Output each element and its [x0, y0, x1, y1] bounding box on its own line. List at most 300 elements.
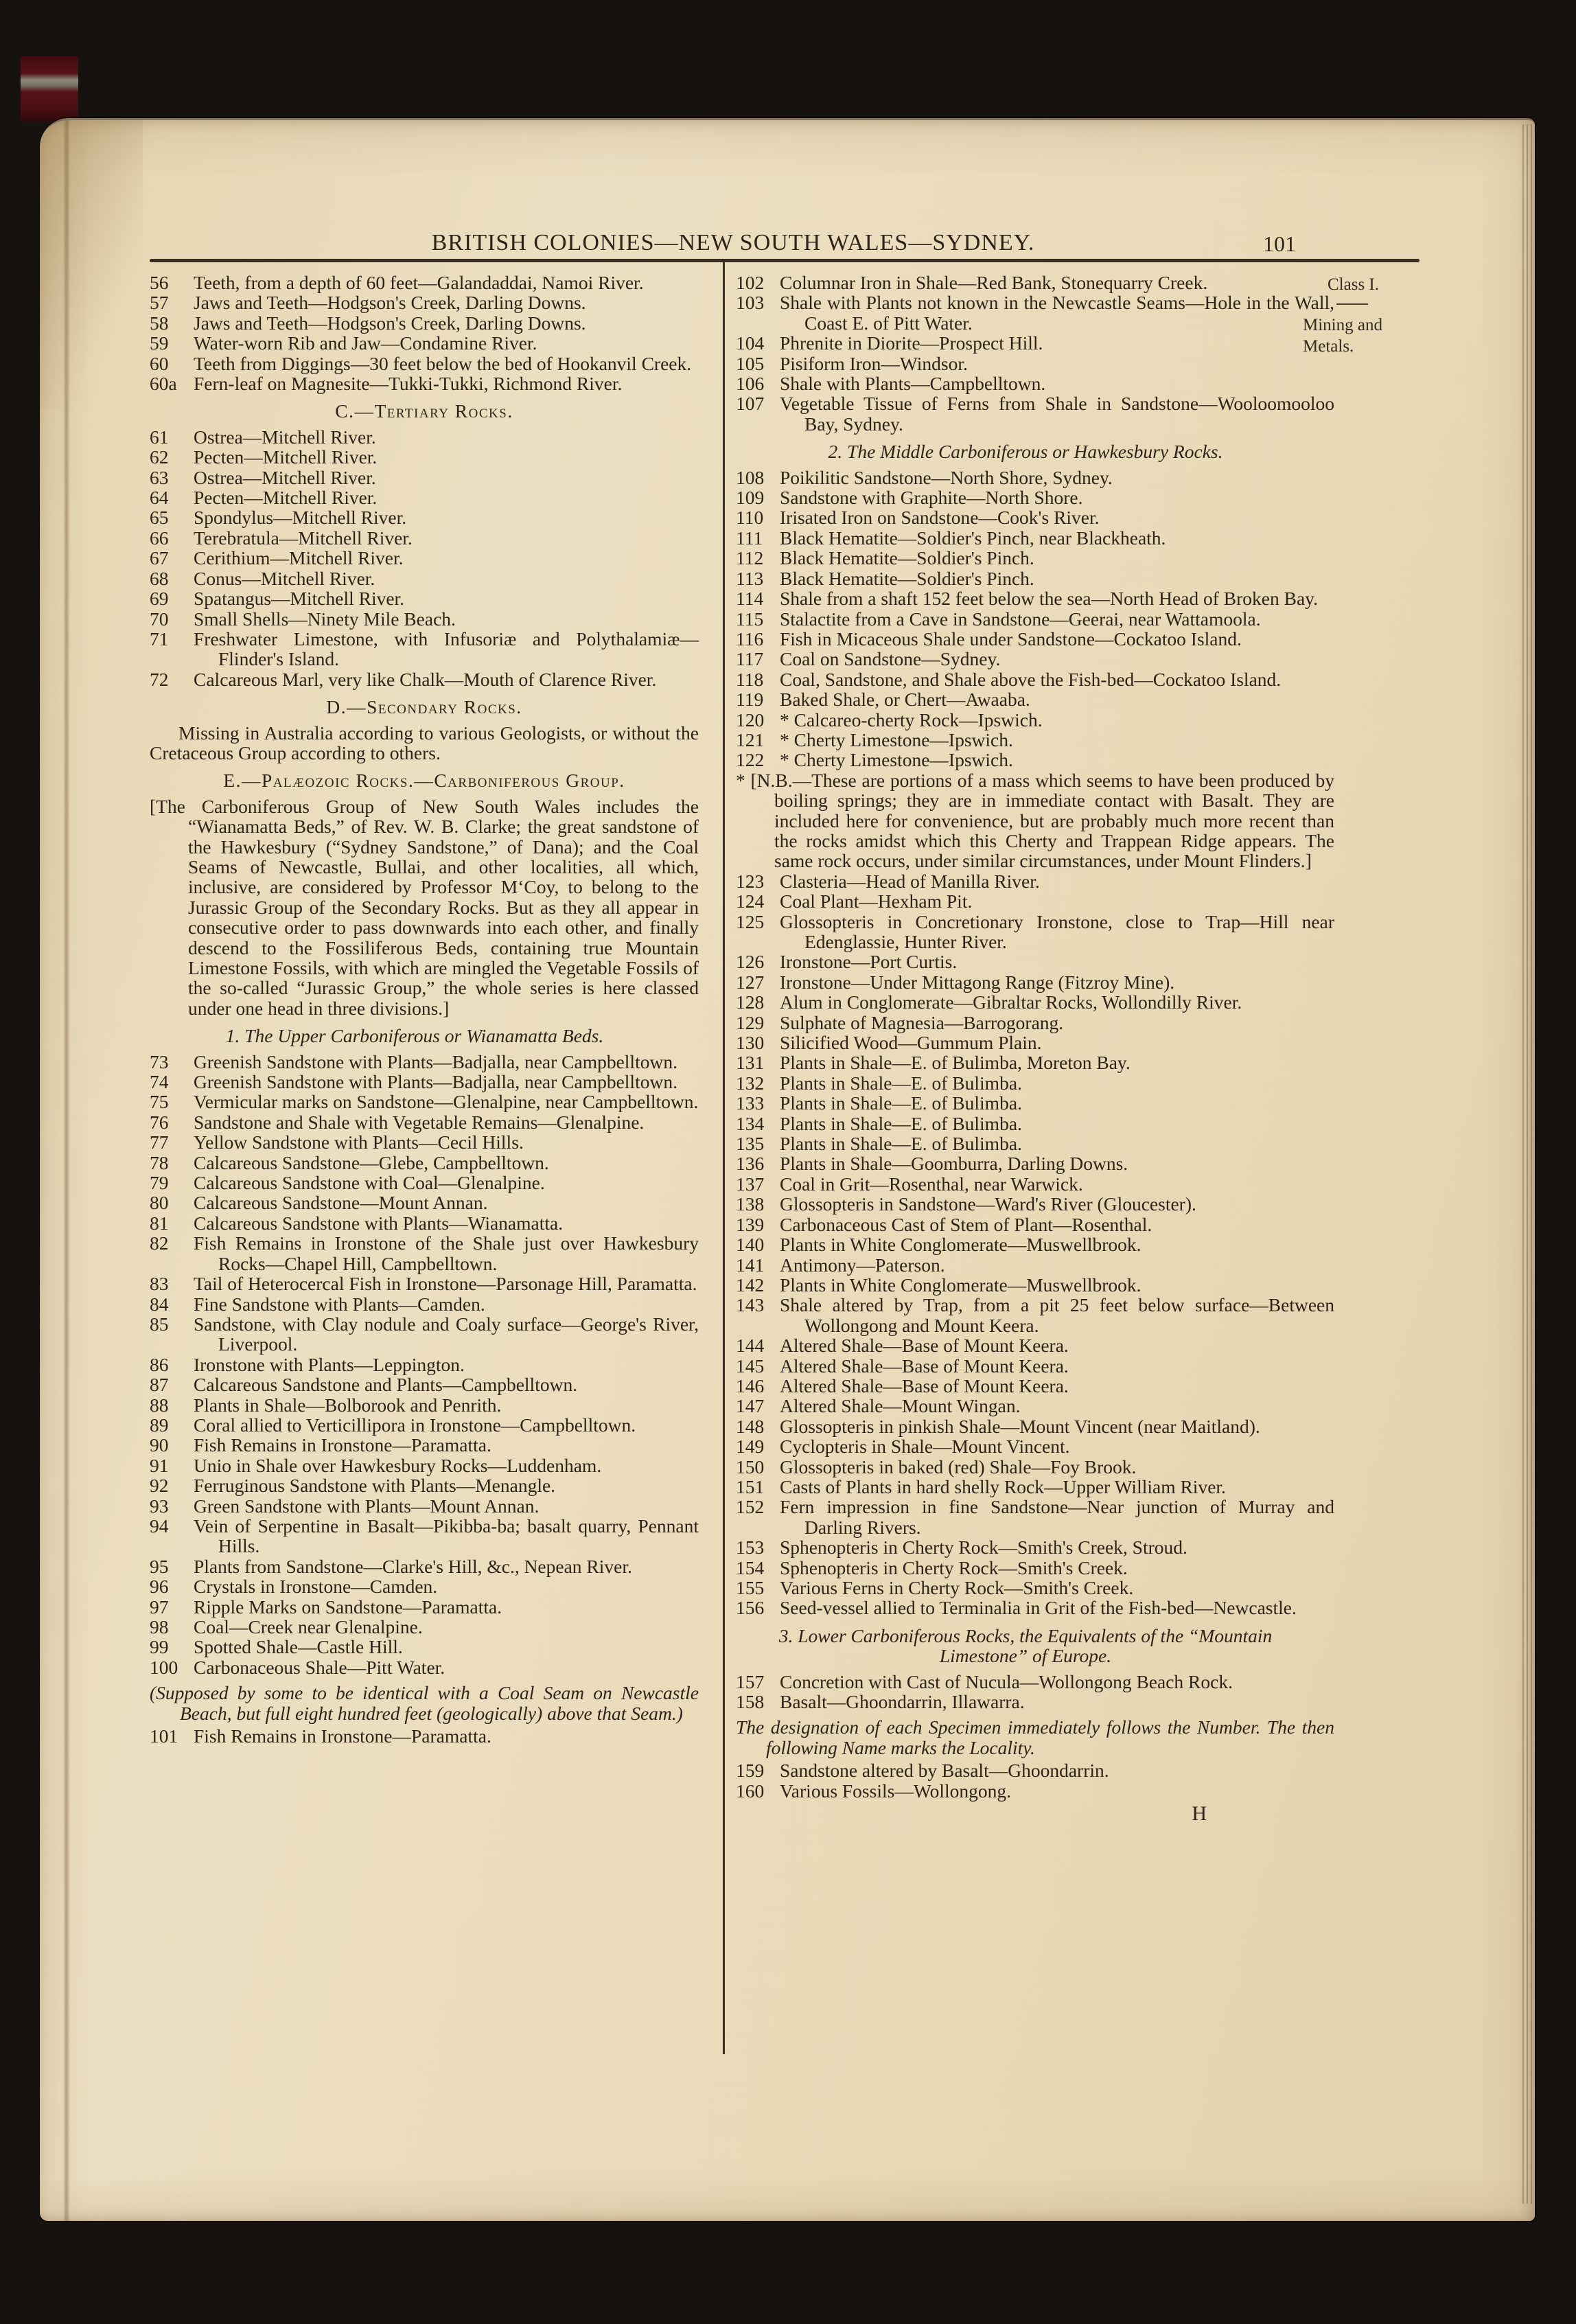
- specimen-entry: [736, 1396, 1334, 1416]
- specimen-number: 100: [150, 1656, 178, 1678]
- specimen-text: Plants in Shale—E. of Bulimba, Moreton Bay.: [780, 1052, 1131, 1074]
- specimen-number: 120: [736, 709, 765, 730]
- specimen-number: 119: [736, 689, 764, 711]
- specimen-text: Fish Remains in Ironstone—Paramatta.: [194, 1434, 491, 1456]
- specimen-number: 126: [736, 951, 765, 973]
- specimen-number: 96: [150, 1576, 169, 1598]
- specimen-number: 74: [150, 1071, 169, 1093]
- specimen-entry: [736, 1416, 1334, 1436]
- specimen-text: Irisated Iron on Sandstone—Cook's River.: [780, 507, 1100, 529]
- specimen-entry: [736, 649, 1334, 669]
- specimen-entry: [150, 1193, 699, 1212]
- specimen-number: 122: [736, 749, 765, 771]
- specimen-text: Fish Remains in Ironstone of the Shale just over Hawkesbury Rocks—Chapel Hill, Campbelltown.: [194, 1232, 699, 1274]
- specimen-text: Spondylus—Mitchell River.: [194, 507, 407, 529]
- specimen-number: 133: [736, 1092, 765, 1114]
- header-rule: [150, 259, 1419, 262]
- specimen-text: Plants in White Conglomerate—Muswellbrook.: [780, 1274, 1142, 1296]
- specimen-entry: [736, 1255, 1334, 1275]
- division-heading: 2. The Middle Carboniferous or Hawkesbury Rocks.: [828, 441, 1223, 463]
- specimen-text: Ostrea—Mitchell River.: [194, 466, 376, 488]
- specimen-entry: [150, 588, 699, 608]
- specimen-text: Shale with Plants not known in the Newcastle Seams—Hole in the Wall, Coast E. of Pitt Water.: [780, 292, 1334, 334]
- specimen-entry: [736, 1457, 1334, 1477]
- specimen-number: 107: [736, 393, 765, 415]
- specimen-text: Jaws and Teeth—Hodgson's Creek, Darling Downs.: [194, 312, 586, 334]
- specimen-number: 153: [736, 1537, 765, 1558]
- specimen-number: 99: [150, 1636, 169, 1658]
- specimen-text: Clasteria—Head of Manilla River.: [780, 870, 1040, 892]
- specimen-text: Fish Remains in Ironstone—Paramatta.: [194, 1725, 491, 1747]
- specimen-entry: [736, 1598, 1334, 1618]
- specimen-number: 80: [150, 1192, 169, 1214]
- specimen-text: Vermicular marks on Sandstone—Glenalpine, near Campbelltown.: [194, 1091, 699, 1113]
- specimen-number: 70: [150, 608, 169, 630]
- specimen-text: Tail of Heterocercal Fish in Ironstone—Parsonage Hill, Paramatta.: [194, 1273, 697, 1295]
- specimen-entry: [150, 313, 699, 333]
- specimen-text: Alum in Conglomerate—Gibraltar Rocks, Wollondilly River.: [780, 991, 1242, 1013]
- specimen-text: Plants in Shale—Bolborook and Penrith.: [194, 1394, 502, 1416]
- specimen-text: Sandstone and Shale with Vegetable Remains—Glenalpine.: [194, 1111, 645, 1133]
- specimen-text: Coal—Creek near Glenalpine.: [194, 1616, 423, 1637]
- specimen-number: 67: [150, 547, 169, 569]
- specimen-entry: [736, 1215, 1334, 1234]
- specimen-text: Sandstone with Graphite—North Shore.: [780, 487, 1083, 509]
- specimen-text: Phrenite in Diorite—Prospect Hill.: [780, 332, 1043, 354]
- specimen-text: Plants in Shale—E. of Bulimba.: [780, 1133, 1022, 1155]
- specimen-entry: [736, 1073, 1334, 1093]
- specimen-entry: [736, 568, 1334, 588]
- specimen-number: 75: [150, 1091, 169, 1113]
- specimen-text: Spotted Shale—Castle Hill.: [194, 1636, 403, 1658]
- specimen-number: 136: [736, 1153, 765, 1175]
- specimen-text: Calcareous Sandstone with Plants—Wianamatta.: [194, 1212, 564, 1234]
- specimen-number: 110: [736, 507, 764, 529]
- specimen-number: 131: [736, 1052, 765, 1074]
- specimen-entry: [736, 1781, 1334, 1801]
- specimen-text: Ripple Marks on Sandstone—Paramatta.: [194, 1596, 502, 1618]
- specimen-text: Plants in Shale—Goomburra, Darling Downs.: [780, 1153, 1128, 1175]
- specimen-text: * Calcareo-cherty Rock—Ipswich.: [780, 709, 1043, 730]
- specimen-entry: [150, 1395, 699, 1415]
- specimen-text: Coral allied to Verticillipora in Ironstone—Campbelltown.: [194, 1414, 636, 1436]
- division-heading: 3. Lower Carboniferous Rocks, the Equivalents of the “Mountain Limestone” of Europe.: [778, 1624, 1273, 1667]
- specimen-number: 146: [736, 1374, 765, 1396]
- italic-note: The designation of each Specimen immediately follows the Number. The then following Name marks the Locality.: [736, 1716, 1334, 1758]
- specimen-number: 108: [736, 466, 765, 488]
- specimen-text: Fern impression in fine Sandstone—Near junction of Murray and Darling Rivers.: [780, 1496, 1334, 1538]
- specimen-number: 87: [150, 1374, 169, 1396]
- specimen-text: * Cherty Limestone—Ipswich.: [780, 749, 1013, 771]
- specimen-entry: [150, 1435, 699, 1455]
- specimen-text: Fine Sandstone with Plants—Camden.: [194, 1293, 485, 1315]
- specimen-entry: [150, 292, 699, 312]
- specimen-number: 121: [736, 728, 765, 750]
- specimen-text: Plants in Shale—E. of Bulimba.: [780, 1072, 1022, 1094]
- specimen-number: 116: [736, 628, 764, 649]
- specimen-number: 61: [150, 426, 169, 448]
- specimen-text: Carbonaceous Shale—Pitt Water.: [194, 1656, 445, 1678]
- specimen-text: Jaws and Teeth—Hodgson's Creek, Darling Downs.: [194, 292, 586, 314]
- specimen-number: 150: [736, 1456, 765, 1477]
- specimen-entry: [736, 710, 1334, 730]
- specimen-number: 62: [150, 446, 169, 468]
- signature-mark: H: [1192, 1802, 1207, 1826]
- specimen-entry: [736, 1234, 1334, 1254]
- specimen-number: 60: [150, 352, 169, 374]
- specimen-entry: [736, 548, 1334, 568]
- specimen-number: 79: [150, 1172, 169, 1194]
- specimen-number: 109: [736, 487, 765, 509]
- specimen-entry: [736, 528, 1334, 548]
- specimen-number: 88: [150, 1394, 169, 1416]
- specimen-number: 157: [736, 1670, 765, 1692]
- specimen-number: 112: [736, 547, 764, 569]
- specimen-entry: [150, 373, 699, 393]
- specimen-number: 132: [736, 1072, 765, 1094]
- class-label: Class I.: [1328, 275, 1379, 294]
- specimen-entry: [150, 1072, 699, 1092]
- specimen-entry: [736, 507, 1334, 527]
- specimen-entry: [150, 1415, 699, 1435]
- specimen-entry: [736, 1194, 1334, 1214]
- specimen-number: 128: [736, 991, 765, 1013]
- specimen-entry: [150, 1153, 699, 1173]
- specimen-text: Sulphate of Magnesia—Barrogorang.: [780, 1011, 1064, 1033]
- specimen-number: 103: [736, 292, 765, 314]
- specimen-number: 91: [150, 1454, 169, 1476]
- specimen-entry: [150, 1314, 699, 1355]
- specimen-number: 130: [736, 1032, 765, 1054]
- specimen-text: Stalactite from a Cave in Sandstone—Geerai, near Wattamoola.: [780, 608, 1261, 630]
- specimen-number: 76: [150, 1111, 169, 1133]
- specimen-entry: [150, 1173, 699, 1193]
- specimen-entry: [736, 891, 1334, 911]
- specimen-number: 115: [736, 608, 764, 630]
- specimen-text: Sandstone, with Clay nodule and Coaly surface—George's River, Liverpool.: [194, 1313, 699, 1355]
- specimen-number: 93: [150, 1495, 169, 1517]
- specimen-entry: [736, 1174, 1334, 1194]
- specimen-text: Pisiform Iron—Windsor.: [780, 352, 968, 374]
- specimen-text: Coal, Sandstone, and Shale above the Fish-bed—Cockatoo Island.: [780, 668, 1282, 690]
- specimen-text: Glossopteris in Sandstone—Ward's River (Gloucester).: [780, 1193, 1196, 1215]
- specimen-text: Glossopteris in baked (red) Shale—Foy Brook.: [780, 1456, 1137, 1477]
- specimen-entry: [736, 629, 1334, 649]
- specimen-text: Casts of Plants in hard shelly Rock—Upper William River.: [780, 1475, 1226, 1497]
- specimen-entry: [736, 1153, 1334, 1173]
- specimen-number: 97: [150, 1596, 169, 1618]
- specimen-text: Shale with Plants—Campbelltown.: [780, 373, 1046, 395]
- column-divider: [723, 261, 725, 2054]
- division-heading: 1. The Upper Carboniferous or Wianamatta Beds.: [225, 1025, 604, 1047]
- specimen-entry: [736, 273, 1334, 292]
- specimen-number: 151: [736, 1475, 765, 1497]
- specimen-number: 57: [150, 292, 169, 314]
- specimen-entry: [150, 1597, 699, 1617]
- margin-note: [1303, 274, 1468, 357]
- specimen-entry: [736, 1275, 1334, 1295]
- specimen-text: Conus—Mitchell River.: [194, 567, 375, 589]
- specimen-number: 69: [150, 588, 169, 610]
- specimen-entry: [736, 1477, 1334, 1497]
- specimen-entry: [736, 1760, 1334, 1780]
- specimen-text: * Cherty Limestone—Ipswich.: [780, 728, 1013, 750]
- specimen-number: 104: [736, 332, 765, 354]
- specimen-text: Greenish Sandstone with Plants—Badjalla, near Campbelltown.: [194, 1050, 677, 1072]
- specimen-text: Ironstone—Port Curtis.: [780, 951, 958, 973]
- specimen-number: 94: [150, 1515, 169, 1537]
- specimen-entry: [150, 1617, 699, 1637]
- specimen-number: 137: [736, 1173, 765, 1195]
- specimen-entry: [150, 468, 699, 487]
- italic-note: (Supposed by some to be identical with a Coal Seam on Newcastle Beach, but full eight hundred feet (geologically) above that Seam.): [150, 1682, 699, 1724]
- specimen-entry: [150, 1637, 699, 1657]
- specimen-number: 82: [150, 1232, 169, 1254]
- specimen-number: 135: [736, 1133, 765, 1155]
- right-column: [736, 272, 1334, 1826]
- specimen-entry: [150, 1516, 699, 1556]
- specimen-text: Fern-leaf on Magnesite—Tukki-Tukki, Richmond River.: [194, 373, 623, 395]
- specimen-text: Concretion with Cast of Nucula—Wollongong Beach Rock.: [780, 1670, 1233, 1692]
- specimen-entry: [150, 1657, 699, 1677]
- specimen-number: 145: [736, 1355, 765, 1377]
- specimen-entry: [150, 1213, 699, 1233]
- specimen-number: 148: [736, 1415, 765, 1437]
- specimen-text: Basalt—Ghoondarrin, Illawarra.: [780, 1691, 1025, 1713]
- specimen-number: 83: [150, 1273, 169, 1295]
- specimen-text: Poikilitic Sandstone—North Shore, Sydney.: [780, 466, 1113, 488]
- specimen-entry: [736, 1335, 1334, 1355]
- specimen-number: 144: [736, 1335, 765, 1357]
- specimen-text: Coal on Sandstone—Sydney.: [780, 648, 1001, 670]
- specimen-text: Columnar Iron in Shale—Red Bank, Stonequarry Creek.: [780, 272, 1208, 293]
- specimen-entry: [736, 689, 1334, 709]
- page-corner-curl: [40, 120, 143, 409]
- specimen-text: Ironstone with Plants—Leppington.: [194, 1353, 465, 1375]
- note-paragraph: [The Carboniferous Group of New South Wales includes the “Wianamatta Beds,” of Rev. W. B. Clarke; the great sandstone of the Hawkesbury (“Sydney Sandstone,” of Dana); and the Coal Seams of Newcastle, Bullai, and other localities, all which, inclusive, are considered by Professor M‘Coy, to belong to the Jurassic Group of the Secondary Rocks. But as they all appear in consecutive order to pass downwards into each other, and finally descend to the Fossiliferous Beds, containing true Mountain Limestone Fossils, with which are mingled the Vegetable Fossils of the so-called “Jurassic Group,” the whole series is here classed under one head in three divisions.]: [150, 795, 699, 1019]
- specimen-entry: [150, 1132, 699, 1152]
- specimen-text: Ironstone—Under Mittagong Range (Fitzroy Mine).: [780, 971, 1175, 993]
- specimen-text: Calcareous Sandstone—Mount Annan.: [194, 1192, 488, 1214]
- specimen-text: Coal in Grit—Rosenthal, near Warwick.: [780, 1173, 1083, 1195]
- specimen-number: 117: [736, 648, 764, 670]
- specimen-entry: [736, 354, 1334, 373]
- specimen-entry: [736, 912, 1334, 952]
- specimen-entry: [736, 992, 1334, 1012]
- specimen-number: 59: [150, 332, 169, 354]
- specimen-text: Teeth, from a depth of 60 feet—Galandaddai, Namoi River.: [194, 272, 644, 293]
- book-spine-marbled-edge: [21, 56, 78, 122]
- specimen-entry: [150, 568, 699, 588]
- specimen-number: 129: [736, 1011, 765, 1033]
- specimen-text: Sandstone altered by Basalt—Ghoondarrin.: [780, 1760, 1109, 1782]
- body-paragraph: Missing in Australia according to various Geologists, or without the Cretaceous Group according to others.: [150, 722, 699, 763]
- specimen-entry: [736, 1114, 1334, 1134]
- specimen-entry: [736, 588, 1334, 608]
- specimen-text: Coal Plant—Hexham Pit.: [780, 890, 973, 912]
- specimen-entry: [150, 548, 699, 568]
- specimen-number: 77: [150, 1131, 169, 1153]
- specimen-number: 81: [150, 1212, 169, 1234]
- specimen-text: Calcareous Sandstone and Plants—Campbelltown.: [194, 1374, 578, 1396]
- specimen-entry: [150, 1355, 699, 1374]
- specimen-number: 68: [150, 567, 169, 589]
- specimen-number: 101: [150, 1725, 178, 1747]
- specimen-text: Calcareous Marl, very like Chalk—Mouth of Clarence River.: [194, 668, 657, 690]
- specimen-text: Greenish Sandstone with Plants—Badjalla, near Campbelltown.: [194, 1071, 677, 1093]
- specimen-number: 124: [736, 890, 765, 912]
- specimen-text: Terebratula—Mitchell River.: [194, 527, 413, 549]
- specimen-entry: [736, 609, 1334, 629]
- specimen-entry: [150, 1374, 699, 1394]
- specimen-number: 89: [150, 1414, 169, 1436]
- specimen-entry: [150, 487, 699, 507]
- specimen-text: Altered Shale—Base of Mount Keera.: [780, 1335, 1069, 1357]
- specimen-text: Glossopteris in Concretionary Ironstone, close to Trap—Hill near Edenglassie, Hunter River.: [780, 910, 1334, 952]
- specimen-number: 106: [736, 373, 765, 395]
- specimen-text: Teeth from Diggings—30 feet below the bed of Hookanvil Creek.: [194, 352, 692, 374]
- specimen-number: 114: [736, 588, 764, 610]
- specimen-text: Black Hematite—Soldier's Pinch.: [780, 567, 1034, 589]
- specimen-number: 158: [736, 1691, 765, 1713]
- specimen-text: Antimony—Paterson.: [780, 1254, 945, 1276]
- specimen-text: Carbonaceous Cast of Stem of Plant—Rosenthal.: [780, 1213, 1152, 1235]
- page-number: 101: [1263, 231, 1296, 256]
- specimen-number: 60a: [150, 373, 177, 395]
- specimen-text: Cerithium—Mitchell River.: [194, 547, 404, 569]
- specimen-text: Plants in White Conglomerate—Muswellbrook.: [780, 1234, 1142, 1256]
- specimen-entry: [150, 1475, 699, 1495]
- specimen-entry: [736, 972, 1334, 992]
- specimen-entry: [736, 1376, 1334, 1396]
- specimen-number: 90: [150, 1434, 169, 1456]
- specimen-text: Black Hematite—Soldier's Pinch.: [780, 547, 1034, 569]
- specimen-number: 71: [150, 628, 169, 649]
- specimen-entry: [150, 1576, 699, 1596]
- specimen-text: Black Hematite—Soldier's Pinch, near Blackheath.: [780, 527, 1166, 549]
- specimen-number: 86: [150, 1353, 169, 1375]
- specimen-text: Vegetable Tissue of Ferns from Shale in Sandstone—Wooloomooloo Bay, Sydney.: [780, 393, 1334, 435]
- section-heading: E.—Palæozoic Rocks.—Carboniferous Group.: [223, 770, 625, 792]
- specimen-entry: [736, 1013, 1334, 1033]
- specimen-text: Green Sandstone with Plants—Mount Annan.: [194, 1495, 540, 1517]
- specimen-entry: [736, 1578, 1334, 1598]
- specimen-number: 56: [150, 272, 169, 293]
- specimen-entry: [736, 1672, 1334, 1692]
- specimen-number: 139: [736, 1213, 765, 1235]
- specimen-entry: [150, 1556, 699, 1576]
- specimen-entry: [150, 1112, 699, 1132]
- specimen-text: Spatangus—Mitchell River.: [194, 588, 405, 610]
- specimen-entry: [150, 354, 699, 373]
- specimen-text: Freshwater Limestone, with Infusoriæ and Polythalamiæ—Flinder's Island.: [194, 628, 699, 670]
- specimen-number: 127: [736, 971, 765, 993]
- specimen-text: Fish in Micaceous Shale under Sandstone—Cockatoo Island.: [780, 628, 1242, 649]
- specimen-number: 72: [150, 668, 169, 690]
- specimen-number: 92: [150, 1475, 169, 1497]
- specimen-text: Sphenopteris in Cherty Rock—Smith's Creek, Stroud.: [780, 1537, 1187, 1558]
- specimen-text: Shale from a shaft 152 feet below the sea—North Head of Broken Bay.: [780, 588, 1319, 610]
- specimen-number: 149: [736, 1436, 765, 1458]
- note-paragraph: * [N.B.—These are portions of a mass which seems to have been produced by boiling springs; they are in immediate contact with Basalt. They are included here for convenience, but are probably much more recent than the rocks amidst which this Cherty and Trappean Ridge appears. The same rock occurs, under similar circumstances, under Mount Flinders.]: [736, 769, 1334, 872]
- specimen-entry: [736, 393, 1334, 434]
- specimen-number: 113: [736, 567, 764, 589]
- specimen-number: 141: [736, 1254, 765, 1276]
- specimen-text: Shale altered by Trap, from a pit 25 feet below surface—Between Wollongong and Mount Keera.: [780, 1294, 1334, 1336]
- specimen-entry: [736, 1537, 1334, 1557]
- specimen-number: 155: [736, 1577, 765, 1598]
- specimen-entry: [150, 1496, 699, 1516]
- specimen-entry: [150, 1233, 699, 1274]
- specimen-number: 78: [150, 1151, 169, 1173]
- specimen-number: 95: [150, 1555, 169, 1577]
- specimen-entry: [150, 1726, 699, 1746]
- specimen-number: 64: [150, 487, 169, 509]
- specimen-number: 63: [150, 466, 169, 488]
- specimen-entry: [736, 373, 1334, 393]
- specimen-entry: [150, 447, 699, 467]
- specimen-entry: [736, 1052, 1334, 1072]
- specimen-number: 84: [150, 1293, 169, 1315]
- specimen-text: Seed-vessel allied to Terminalia in Grit of the Fish-bed—Newcastle.: [780, 1597, 1297, 1619]
- specimen-text: Ferruginous Sandstone with Plants—Menangle.: [194, 1475, 556, 1497]
- specimen-number: 123: [736, 870, 765, 892]
- specimen-entry: [150, 669, 699, 689]
- specimen-entry: [150, 1052, 699, 1072]
- specimen-text: Plants in Shale—E. of Bulimba.: [780, 1112, 1022, 1134]
- specimen-text: Baked Shale, or Chert—Awaaba.: [780, 689, 1030, 711]
- specimen-entry: [150, 1092, 699, 1112]
- specimen-entry: [736, 1436, 1334, 1456]
- specimen-text: Unio in Shale over Hawkesbury Rocks—Luddenham.: [194, 1454, 602, 1476]
- specimen-entry: [150, 609, 699, 629]
- specimen-entry: [736, 292, 1334, 333]
- specimen-text: Altered Shale—Base of Mount Keera.: [780, 1374, 1069, 1396]
- specimen-entry: [150, 273, 699, 292]
- specimen-text: Sphenopteris in Cherty Rock—Smith's Creek.: [780, 1556, 1128, 1578]
- page-title: BRITISH COLONIES—NEW SOUTH WALES—SYDNEY.: [431, 230, 1035, 255]
- specimen-entry: [736, 669, 1334, 689]
- specimen-entry: [736, 1134, 1334, 1153]
- left-column: [150, 273, 699, 1746]
- specimen-number: 118: [736, 668, 764, 690]
- specimen-text: Small Shells—Ninety Mile Beach.: [194, 608, 456, 630]
- specimen-entry: [736, 468, 1334, 487]
- specimen-entry: [150, 1294, 699, 1314]
- specimen-entry: [150, 427, 699, 447]
- specimen-number: 156: [736, 1597, 765, 1619]
- specimen-text: Silicified Wood—Gummum Plain.: [780, 1032, 1042, 1054]
- specimen-text: Plants from Sandstone—Clarke's Hill, &c., Nepean River.: [194, 1555, 632, 1577]
- specimen-entry: [736, 871, 1334, 891]
- specimen-number: 140: [736, 1234, 765, 1256]
- specimen-text: Altered Shale—Base of Mount Keera.: [780, 1355, 1069, 1377]
- specimen-entry: [736, 1033, 1334, 1052]
- specimen-text: Pecten—Mitchell River.: [194, 446, 378, 468]
- specimen-number: 154: [736, 1556, 765, 1578]
- specimen-text: Ostrea—Mitchell River.: [194, 426, 376, 448]
- specimen-entry: [736, 1497, 1334, 1537]
- specimen-number: 73: [150, 1050, 169, 1072]
- specimen-entry: [736, 333, 1334, 353]
- specimen-number: 159: [736, 1760, 765, 1782]
- page-gutter-fold: [63, 120, 70, 2221]
- section-heading: D.—Secondary Rocks.: [326, 696, 522, 718]
- specimen-number: 102: [736, 272, 765, 293]
- specimen-entry: [150, 1274, 699, 1293]
- specimen-number: 147: [736, 1395, 765, 1417]
- specimen-number: 85: [150, 1313, 169, 1335]
